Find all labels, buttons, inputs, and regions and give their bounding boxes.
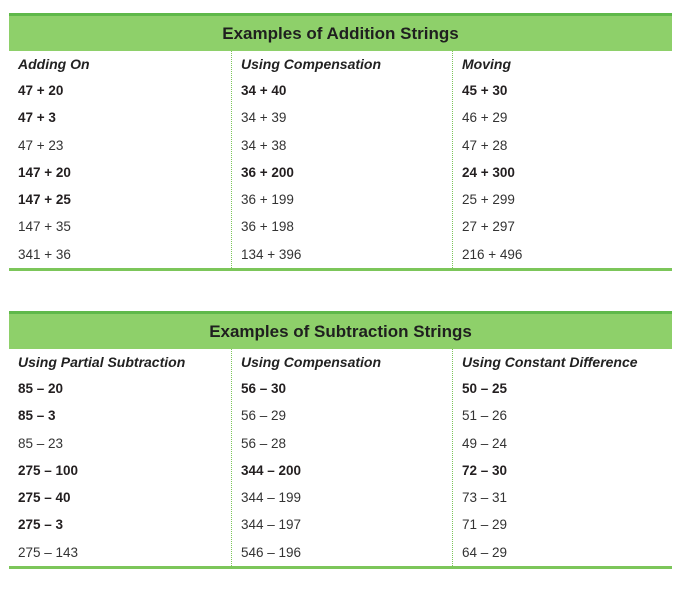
- table-cell: 50 – 25: [462, 381, 508, 396]
- table-cell: 216 + 496: [462, 246, 523, 262]
- table-cell: 46 + 29: [462, 110, 508, 126]
- table-cell: 36 + 199: [241, 192, 294, 208]
- table-cell: 344 – 200: [241, 462, 302, 478]
- table-column: [9, 349, 231, 566]
- table-cell: 73 – 31: [462, 490, 508, 506]
- addition-strings-table: [9, 13, 672, 271]
- table-cell: 34 + 39: [241, 110, 287, 126]
- table-cell: 341 + 36: [18, 246, 71, 262]
- table-cell: 47 + 28: [462, 137, 508, 153]
- table-cell: 134 + 396: [241, 246, 302, 262]
- table-column: [452, 51, 672, 268]
- table-column: [452, 349, 672, 566]
- table-column: [9, 51, 231, 268]
- column-header: Adding On: [18, 56, 90, 72]
- table-cell: 546 – 196: [241, 544, 302, 560]
- table-cell: 34 + 40: [241, 83, 287, 98]
- table-cell: 27 + 297: [462, 219, 515, 235]
- table-cell: 147 + 20: [18, 164, 71, 180]
- table-cell: 36 + 198: [241, 219, 294, 235]
- table-cell: 56 – 28: [241, 435, 287, 451]
- subtraction-strings-table: [9, 311, 672, 569]
- table-cell: 47 + 23: [18, 137, 64, 153]
- table-title: Examples of Addition Strings: [9, 13, 672, 51]
- table-cell: 275 – 143: [18, 544, 79, 560]
- table-cell: 25 + 299: [462, 192, 515, 208]
- table-cell: 85 – 23: [18, 435, 64, 451]
- table-cell: 147 + 25: [18, 192, 71, 208]
- table-column: [231, 349, 452, 566]
- table-cell: 275 – 100: [18, 462, 79, 478]
- table-cell: 56 – 30: [241, 381, 287, 396]
- table-cell: 36 + 200: [241, 164, 294, 180]
- table-title: Examples of Subtraction Strings: [9, 311, 672, 349]
- column-header: Using Constant Difference: [462, 354, 638, 370]
- table-cell: 49 – 24: [462, 435, 508, 451]
- table-body: [9, 349, 672, 569]
- table-body: [9, 51, 672, 271]
- column-header: Using Partial Subtraction: [18, 354, 186, 370]
- column-header: Using Compensation: [241, 354, 382, 370]
- table-cell: 71 – 29: [462, 517, 508, 533]
- table-cell: 85 – 3: [18, 408, 56, 424]
- table-cell: 51 – 26: [462, 408, 508, 424]
- table-cell: 344 – 199: [241, 490, 302, 506]
- table-cell: 64 – 29: [462, 544, 508, 560]
- table-cell: 344 – 197: [241, 517, 302, 533]
- table-column: [231, 51, 452, 268]
- table-cell: 275 – 3: [18, 517, 64, 533]
- table-cell: 275 – 40: [18, 490, 71, 506]
- column-header: Moving: [462, 56, 511, 72]
- table-cell: 47 + 20: [18, 83, 64, 98]
- table-cell: 47 + 3: [18, 110, 56, 126]
- table-cell: 72 – 30: [462, 462, 508, 478]
- table-cell: 45 + 30: [462, 83, 508, 98]
- table-cell: 34 + 38: [241, 137, 287, 153]
- table-cell: 147 + 35: [18, 219, 71, 235]
- table-cell: 56 – 29: [241, 408, 287, 424]
- column-header: Using Compensation: [241, 56, 382, 72]
- table-cell: 24 + 300: [462, 164, 515, 180]
- table-cell: 85 – 20: [18, 381, 64, 396]
